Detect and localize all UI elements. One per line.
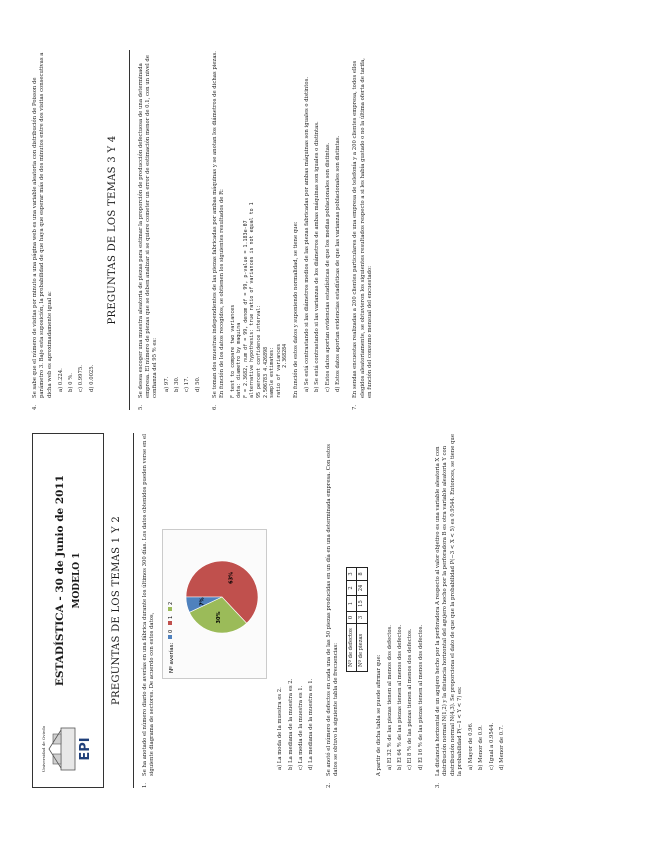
exam-title: ESTADÍSTICA - 30 de Junio de 2011 xyxy=(54,474,67,687)
question-2 xyxy=(326,433,428,788)
legend-label-2: 2 xyxy=(168,602,175,606)
option-b[interactable]: b) 30. xyxy=(174,376,181,392)
option-c[interactable]: c) La media de la muestra es 1. xyxy=(297,685,304,770)
pie-label-1: 30% xyxy=(216,612,223,624)
option-d[interactable]: d) La mediana de la muestra es 1. xyxy=(308,678,315,770)
table-cell: 3 xyxy=(357,611,367,623)
option-c[interactable]: c) El 8 % de las piezas tienen al menos dos defectos. xyxy=(407,628,414,770)
table-row xyxy=(357,568,367,672)
pie-chart xyxy=(162,433,267,776)
question-text: Se sabe que el número de visitas por minuto a una página web es una variable aleatoria con distribución de Poisson de parámetro 3. Bajo esta suposición, la probabilidad de que haya que esperar más de dos minutos entre dos visitas consecutivas a dicha web es aproximadamente igual a: xyxy=(32,52,53,398)
divider xyxy=(133,433,134,788)
table-cell: 1 xyxy=(347,596,357,612)
legend-label-0: 0 xyxy=(168,630,175,634)
left-column xyxy=(32,433,516,788)
exam-header xyxy=(32,433,104,788)
question-1 xyxy=(142,433,319,788)
section-title-left: PREGUNTAS DE LOS TEMAS 1 Y 2 xyxy=(111,516,122,706)
question-text: La distancia horizontal de un agujero hecho por la perforadora A respecto al valor objetivo es una variable aleatoria X con distribución normal N(1,2) y la distancia horizontal del agujero hecho por la perforadora B es otra variable aleatoria Y con distribución normal N(4,3). Se proporciona el dato de que que la probabilidad P(−3 < X < 5) es 0.9544. Entonces, se tiene que la probabilidad P(−1 < Y < 7) es: xyxy=(435,434,463,776)
exam-model: MODELO 1 xyxy=(71,552,82,609)
question-number: 5. xyxy=(137,404,144,410)
question-number: 1. xyxy=(141,782,148,788)
logo-mark: EPI xyxy=(77,737,93,761)
table-cell: 15 xyxy=(357,596,367,612)
table-row xyxy=(347,568,357,672)
question-4 xyxy=(32,50,99,410)
table-cell: 8 xyxy=(357,568,367,580)
question-2-options xyxy=(387,433,425,770)
option-d[interactable]: d) Menor de 0.7. xyxy=(499,725,506,770)
chart-title: Nº averías: xyxy=(169,643,176,674)
r-output xyxy=(230,50,289,398)
question-text: Se ha anotado el número diario de averías en una fábrica durante los últimos 300 días. Los datos obtenidos pueden verse en el siguiente diagrama de sectores. De acuerdo con estos datos, xyxy=(141,434,156,776)
table-header-cell: Nº de defectos xyxy=(347,624,357,672)
code-line: F = 2.3682, num df = 99, denom df = 99, p-value = 1.183e-07 xyxy=(242,220,249,398)
option-b[interactable]: b) Se está contrastando si las varianzas de los diámetros de ambas máquinas son iguales o distintas. xyxy=(314,121,321,392)
code-line: ratio of variances xyxy=(275,343,282,398)
question-number: 7. xyxy=(352,404,359,410)
code-line: 2.368284 xyxy=(282,343,289,398)
code-line: 2.506783 4.426898 xyxy=(262,346,269,398)
option-c[interactable]: c) Estos datos aportan evidencias estadísticas de que los medias poblacionales son distintas. xyxy=(324,142,331,392)
legend-swatch-1 xyxy=(168,622,172,626)
university-logo xyxy=(41,719,94,779)
code-line: alternative hypothesis: true ratio of variances is not equal to 1 xyxy=(249,202,256,398)
question-number: 2. xyxy=(325,782,332,788)
code-line: data: diametro by maquina xyxy=(236,322,243,398)
table-header-cell: Nº de piezas xyxy=(357,624,367,672)
option-a[interactable]: a) Se está contrastando si las diámetros medios de las piezas fabricadas por ambas máquinas son iguales o distintos. xyxy=(304,76,311,392)
question-7 xyxy=(352,50,374,410)
question-3 xyxy=(435,433,509,788)
code-line: F test to compare two variances xyxy=(229,304,236,398)
question-text: En sendas encuestas realizadas a 200 clientes particulares de una empresa de telefonía y a 200 clientes empresa, todos ellos elegidos aleatoriamente, se obtuvieron los siguientes resultados respecto a si les había gustado o no la última oferta de tarifa, en función del consumo mensual del encuestado: xyxy=(352,58,373,398)
option-c[interactable]: c) 0.9975. xyxy=(78,365,85,392)
table-cell: 0 xyxy=(347,611,357,623)
option-d[interactable]: d) Estos datos aportan evidencias estadísticas de que las varianzas poblacionales son distintas. xyxy=(335,135,342,392)
question-4-options xyxy=(58,50,96,392)
legend-swatch-2 xyxy=(168,608,172,612)
table-cell: 24 xyxy=(357,580,367,596)
option-c[interactable]: c) Igual a 0.9544. xyxy=(488,722,495,770)
option-a[interactable]: a) El 32 % de las piezas tienen al menos dos defectos. xyxy=(386,625,393,770)
question-number: 4. xyxy=(32,404,38,410)
question-3-options xyxy=(468,433,506,770)
question-5 xyxy=(138,50,205,410)
table-cell: 3 xyxy=(347,568,357,580)
code-line: 95 percent confidence interval: xyxy=(255,304,262,398)
campus-building-icon xyxy=(47,726,77,772)
option-b[interactable]: b) 0 %. xyxy=(68,373,75,392)
option-a[interactable]: a) Mayor de 0.96. xyxy=(468,722,475,770)
question-followup: En función de estos datos y suponiendo normalidad, se tiene que: xyxy=(292,221,299,398)
question-1-options xyxy=(277,433,315,770)
pie-label-2: 7% xyxy=(200,597,207,607)
question-5-options xyxy=(164,50,202,392)
option-b[interactable]: b) El 64 % de las piezas tienen al menos dos defectos. xyxy=(397,624,404,770)
question-number: 6. xyxy=(211,404,218,410)
legend-label-1: 1 xyxy=(168,616,175,620)
option-d[interactable]: d) 50. xyxy=(194,376,201,392)
option-a[interactable]: a) 97. xyxy=(163,376,170,392)
section-title-right: PREGUNTAS DE LOS TEMAS 3 Y 4 xyxy=(107,135,119,325)
question-text: Se anotó el número de defectos en cada una de las 50 piezas producidas en un día en una determinada empresa. Con estos datos se obtuvo la siguiente tabla de frecuencias: xyxy=(325,444,339,776)
legend-swatch-0 xyxy=(168,636,172,640)
code-line: sample estimates: xyxy=(269,346,276,398)
pie-chart-svg xyxy=(162,530,267,680)
table-cell: 2 xyxy=(347,580,357,596)
frequency-table xyxy=(346,567,367,672)
option-c[interactable]: c) 17. xyxy=(184,376,191,392)
exam-titles xyxy=(53,442,83,719)
question-followup: A partir de dicha tabla se puede afirmar que: xyxy=(375,654,382,776)
option-d[interactable]: d) El 16 % de las piezas tienen al menos dos defectos. xyxy=(417,624,424,770)
question-number: 3. xyxy=(435,782,441,788)
question-text: Se desea escoger una muestra aleatoria de piezas para estimar la proporción de producción defectuosa de una determinada empresa. El número de piezas que se deben analizar si se quiere cometer un error de estimación menor de 0.1, con un nivel de confianza del 95 % es: xyxy=(137,55,159,398)
pie-label-0: 63% xyxy=(228,572,235,585)
question-6-options xyxy=(304,50,342,392)
divider xyxy=(129,50,130,410)
question-text: Se toman dos muestras independientes de las piezas fabricadas por ambas máquinas y se anotan los diámetros de dichas piezas. En función de los datos recogidos, se obtienen los siguientes resultados de R: xyxy=(211,51,226,398)
option-b[interactable]: b) La mediana de la muestra es 2. xyxy=(287,678,294,770)
question-6 xyxy=(212,50,345,410)
option-a[interactable]: a) La moda de la muestra es 2. xyxy=(277,687,284,770)
logo-caption: Universidad de Oviedo xyxy=(41,725,47,773)
option-d[interactable]: d) 0.0025. xyxy=(88,364,95,392)
option-b[interactable]: b) Menor de 0.9. xyxy=(478,725,485,770)
right-column xyxy=(32,50,381,410)
option-a[interactable]: a) 0.224. xyxy=(57,368,64,392)
